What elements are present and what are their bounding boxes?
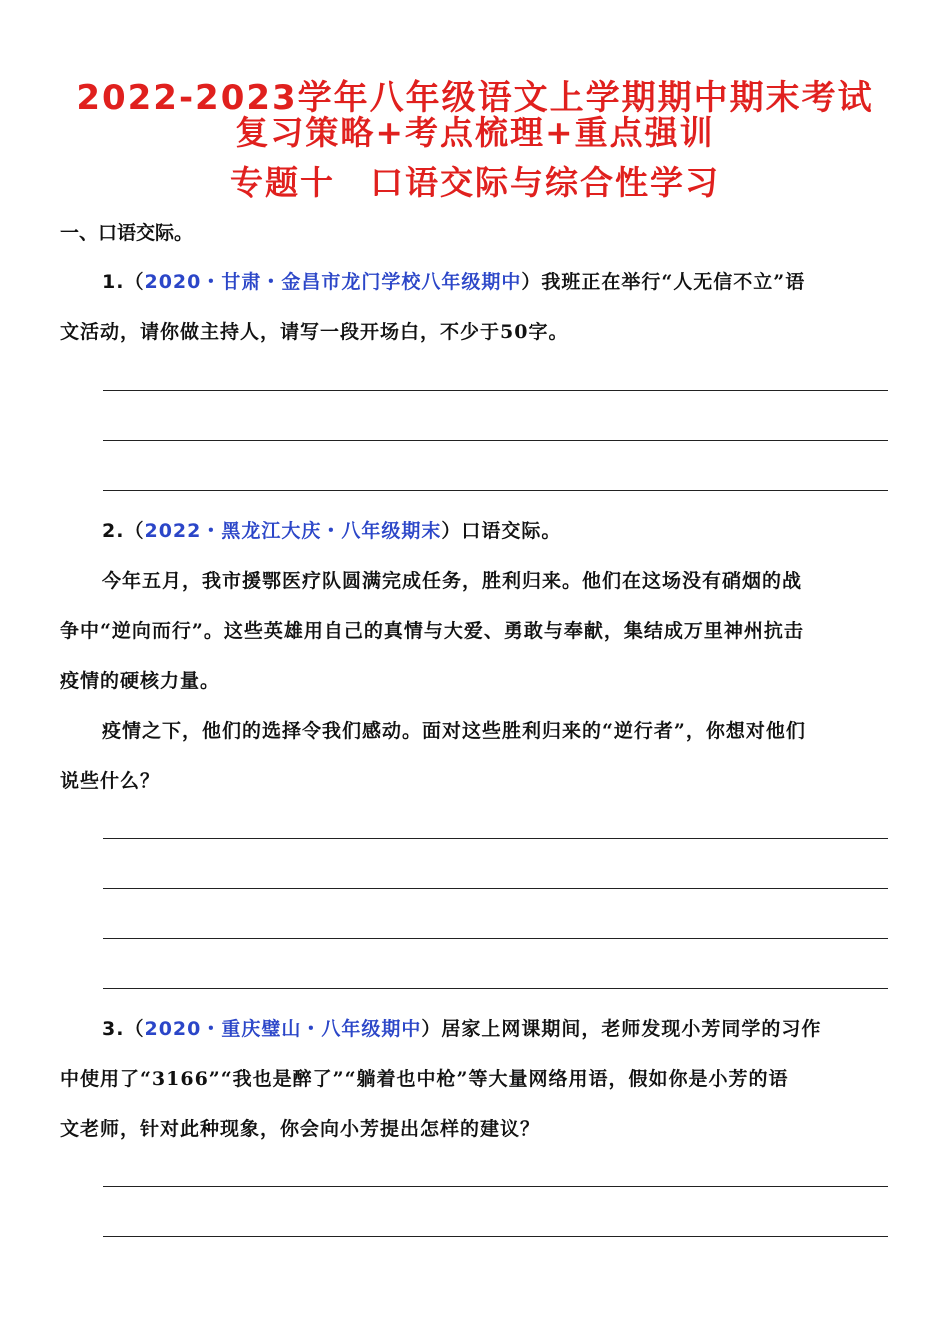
question-2 <box>60 506 890 556</box>
question-text: 口语交际。 <box>461 520 562 542</box>
paren-open: （ <box>124 271 145 293</box>
paren-open: （ <box>124 1018 145 1040</box>
paren-close: ） <box>441 520 462 542</box>
question-number: 3. <box>102 1018 125 1040</box>
question-text: 我班正在举行“人无信不立”语 <box>541 271 806 293</box>
answer-line[interactable] <box>103 938 888 939</box>
answer-line[interactable] <box>103 1186 888 1187</box>
passage-line: 疫情之下，他们的选择令我们感动。面对这些胜利归来的“逆行者”，你想对他们 <box>102 720 806 742</box>
question-1 <box>60 257 890 307</box>
question-3 <box>60 1004 890 1054</box>
answer-line[interactable] <box>103 490 888 491</box>
question-3-line-3: 文老师，针对此种现象，你会向小芳提出怎样的建议？ <box>60 1118 541 1140</box>
question-number: 2. <box>102 520 125 542</box>
paren-open: （ <box>124 520 145 542</box>
answer-line[interactable] <box>103 1236 888 1237</box>
subtitle: 复习策略+考点梳理+重点强训 <box>235 113 715 152</box>
answer-line[interactable] <box>103 888 888 889</box>
question-1-line-2: 文活动，请你做主持人，请写一段开场白，不少于50字。 <box>60 321 569 343</box>
passage-line: 今年五月，我市援鄂医疗队圆满完成任务，胜利归来。他们在这场没有硝烟的战 <box>102 570 803 592</box>
title-partial: 2022-2023学年八年级语文上学期期中期末考试 <box>76 78 874 118</box>
passage-line: 疫情的硬核力量。 <box>60 670 221 692</box>
question-3-line-2: 中使用了“3166”“我也是醉了”“躺着也中枪”等大量网络用语，假如你是小芳的语 <box>60 1068 789 1090</box>
question-text: 居家上网课期间，老师发现小芳同学的习作 <box>441 1018 822 1040</box>
answer-line[interactable] <box>103 390 888 391</box>
paren-close: ） <box>521 271 542 293</box>
section-heading: 一、口语交际。 <box>60 222 194 244</box>
paren-close: ） <box>421 1018 442 1040</box>
answer-line[interactable] <box>103 440 888 441</box>
answer-line[interactable] <box>103 838 888 839</box>
topic-title: 专题十 口语交际与综合性学习 <box>230 163 720 202</box>
answer-line[interactable] <box>103 988 888 989</box>
passage-line: 说些什么？ <box>60 770 161 792</box>
question-source: 2020・重庆璧山・八年级期中 <box>144 1018 422 1040</box>
question-source: 2022・黑龙江大庆・八年级期末 <box>144 520 442 542</box>
question-number: 1. <box>102 271 125 293</box>
question-source: 2020・甘肃・金昌市龙门学校八年级期中 <box>144 271 522 293</box>
passage-line: 争中“逆向而行”。这些英雄用自己的真情与大爱、勇敢与奉献，集结成万里神州抗击 <box>60 620 804 642</box>
